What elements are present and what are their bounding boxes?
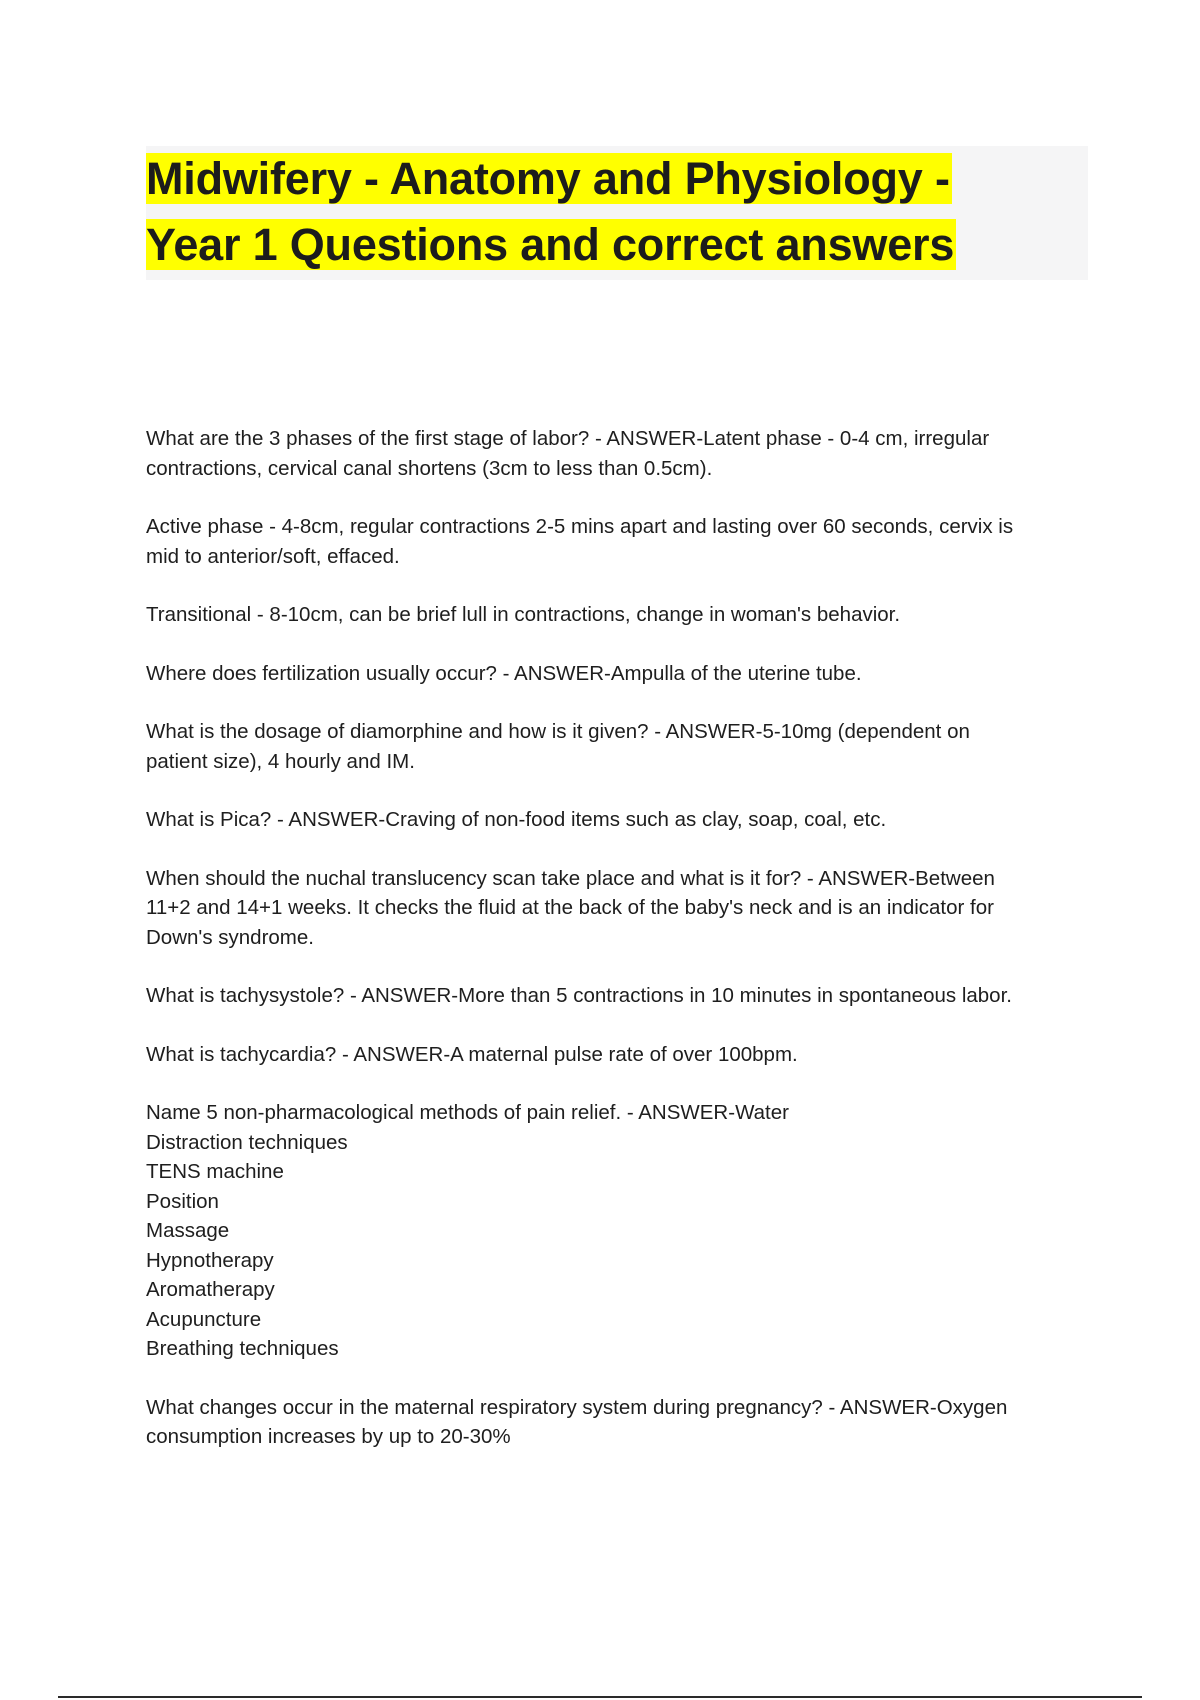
qa-line: Active phase - 4-8cm, regular contractions 2-5 mins apart and lasting over 60 seconds, cervix is bbox=[146, 515, 1014, 538]
qa-line: What changes occur in the maternal respiratory system during pregnancy? - ANSWER-Oxygen bbox=[146, 1395, 1008, 1419]
qa-paragraph bbox=[146, 981, 1096, 1011]
qa-line: Position bbox=[146, 1189, 219, 1213]
qa-paragraph bbox=[146, 717, 1096, 776]
qa-line: Distraction techniques bbox=[146, 1130, 348, 1154]
qa-line: Transitional - 8-10cm, can be brief lull in contractions, change in woman's behavior. bbox=[146, 603, 901, 626]
qa-line: What are the 3 phases of the first stage of labor? - ANSWER-Latent phase - 0-4 cm, irregular bbox=[146, 427, 990, 450]
qa-line: What is Pica? - ANSWER-Craving of non-food items such as clay, soap, coal, etc. bbox=[146, 808, 887, 831]
qa-content bbox=[146, 424, 1096, 1481]
title-line-2: Year 1 Questions and correct answers bbox=[146, 219, 955, 270]
qa-line: patient size), 4 hourly and IM. bbox=[146, 749, 415, 773]
qa-line: Where does fertilization usually occur? - ANSWER-Ampulla of the uterine tube. bbox=[146, 661, 862, 685]
qa-paragraph bbox=[146, 864, 1096, 953]
qa-line: Massage bbox=[146, 1219, 230, 1242]
title-line-1: Midwifery - Anatomy and Physiology - bbox=[146, 153, 950, 204]
qa-line: Aromatherapy bbox=[146, 1278, 275, 1301]
qa-paragraph bbox=[146, 1393, 1096, 1452]
qa-line: contractions, cervical canal shortens (3cm to less than 0.5cm). bbox=[146, 456, 713, 480]
page-bottom-rule bbox=[58, 1696, 1142, 1698]
qa-line: Acupuncture bbox=[146, 1307, 262, 1331]
qa-line: mid to anterior/soft, effaced. bbox=[146, 544, 400, 568]
document-title bbox=[146, 146, 1088, 278]
qa-paragraph bbox=[146, 1040, 1096, 1070]
qa-line: Down's syndrome. bbox=[146, 925, 314, 949]
qa-paragraph bbox=[146, 659, 1096, 689]
qa-line: When should the nuchal translucency scan take place and what is it for? - ANSWER-Between bbox=[146, 866, 995, 890]
qa-paragraph bbox=[146, 600, 1096, 630]
qa-paragraph bbox=[146, 424, 1096, 483]
qa-line: What is tachysystole? - ANSWER-More than 5 contractions in 10 minutes in spontaneous labor. bbox=[146, 984, 1012, 1007]
qa-paragraph bbox=[146, 1098, 1096, 1364]
qa-line: 11+2 and 14+1 weeks. It checks the fluid at the back of the baby's neck and is an indicator for bbox=[146, 896, 994, 919]
qa-line: What is the dosage of diamorphine and how is it given? - ANSWER-5-10mg (dependent on bbox=[146, 720, 970, 743]
qa-paragraph bbox=[146, 512, 1096, 571]
qa-paragraph bbox=[146, 805, 1096, 835]
title-block bbox=[146, 146, 1088, 280]
qa-line: TENS machine bbox=[146, 1160, 284, 1183]
qa-line: consumption increases by up to 20-30% bbox=[146, 1425, 511, 1448]
qa-line: Hypnotherapy bbox=[146, 1248, 274, 1272]
qa-line: Breathing techniques bbox=[146, 1337, 339, 1360]
qa-line: Name 5 non-pharmacological methods of pain relief. - ANSWER-Water bbox=[146, 1101, 789, 1124]
qa-line: What is tachycardia? - ANSWER-A maternal pulse rate of over 100bpm. bbox=[146, 1042, 798, 1066]
